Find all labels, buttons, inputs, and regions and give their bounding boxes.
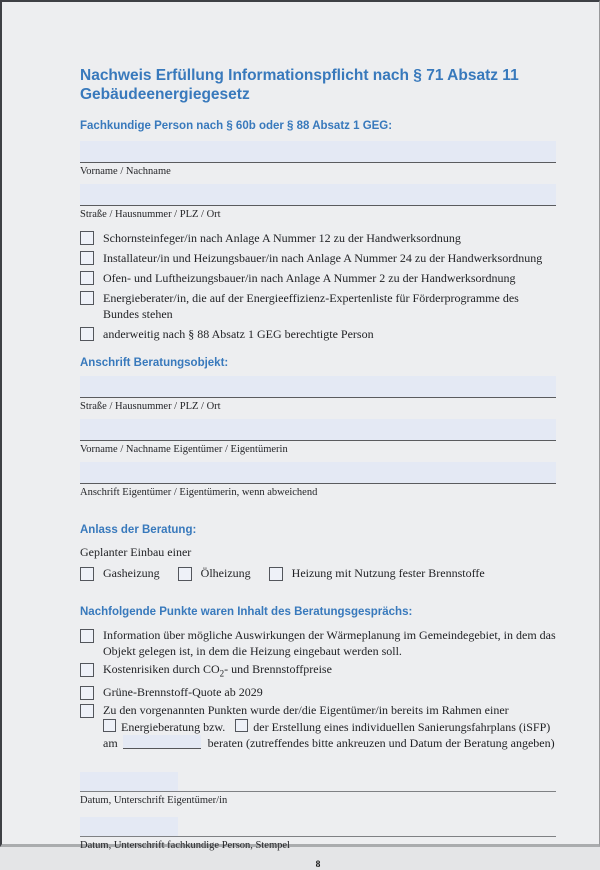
expert-signature-label: Datum, Unterschrift fachkundige Person, Stempel (80, 839, 290, 851)
field-owner-name (80, 419, 556, 456)
option-label: Heizung mit Nutzung fester Brennstoffe (291, 566, 485, 580)
option-label: Gasheizung (103, 566, 160, 580)
topics-options (80, 628, 556, 752)
advice-date-input[interactable] (123, 735, 201, 749)
isfp-label: der Erstellung eines individuellen Sanierungsfahrplans (iSFP) (253, 719, 551, 734)
option-oelheizung (178, 566, 251, 581)
expert-name-label: Vorname / Nachname (80, 166, 171, 177)
section-heading-topics: Nachfolgende Punkte waren Inhalt des Beratungsgesprächs: (80, 606, 413, 618)
checkbox-label: Grüne-Brennstoff-Quote ab 2029 (103, 684, 263, 699)
checkbox-row-ofenbauer (80, 270, 556, 286)
signature-line (80, 817, 556, 837)
ofenbauer-checkbox[interactable] (80, 271, 94, 285)
gasheizung-checkbox[interactable] (80, 567, 94, 581)
signature-owner (80, 772, 556, 807)
checkbox-label: Kostenrisiken durch $CO_2-$ und Brennstoffpreise (103, 662, 332, 679)
energieberatung-label: Energieberatung bzw. (121, 719, 226, 734)
form-content (2, 66, 599, 870)
field-expert-name (80, 141, 556, 178)
field-expert-address (80, 184, 556, 221)
checkbox-row-quote (80, 685, 556, 701)
advice-text (103, 703, 555, 752)
expert-signature-input[interactable] (80, 817, 178, 836)
option-label: Ölheizung (200, 566, 251, 580)
advice-checkbox[interactable] (80, 704, 94, 718)
reason-intro: Geplanter Einbau einer (80, 545, 192, 559)
field-owner-address (80, 462, 556, 499)
checkbox-label: Ofen- und Luftheizungsbauer/in nach Anlage A Nummer 2 zu der Handwerksordnung (103, 271, 516, 285)
checkbox-row-installateur (80, 250, 556, 266)
checkbox-label: Schornsteinfeger/in nach Anlage A Nummer 12 zu der Handwerksordnung (103, 231, 461, 245)
waermeplanung-checkbox[interactable] (80, 629, 94, 643)
section-heading-expert: Fachkundige Person nach § 60b oder § 88 Absatz 1 GEG: (80, 120, 393, 132)
expert-name-input[interactable] (80, 141, 556, 163)
object-address-label: Straße / Hausnummer / PLZ / Ort (80, 401, 221, 412)
field-object-address (80, 376, 556, 413)
feste-brennstoffe-checkbox[interactable] (269, 567, 283, 581)
schornsteinfeger-checkbox[interactable] (80, 231, 94, 245)
checkbox-row-advice (80, 703, 556, 752)
oelheizung-checkbox[interactable] (178, 567, 192, 581)
anderweitig-checkbox[interactable] (80, 327, 94, 341)
owner-signature-label: Datum, Unterschrift Eigentümer/in (80, 794, 228, 806)
page-title: Nachweis Erfüllung Informationspflicht nach § 71 Absatz 11 Gebäudeenergiegesetz (80, 67, 519, 103)
section-heading-reason: Anlass der Beratung: (80, 524, 197, 536)
energieberater-checkbox[interactable] (80, 291, 94, 305)
advice-line1: Zu den vorgenannten Punkten wurde der/die Eigentümer/in bereits im Rahmen einer (103, 703, 509, 718)
kostenrisiken-checkbox[interactable] (80, 663, 94, 677)
object-address-input[interactable] (80, 376, 556, 398)
option-feste-brennstoffe (269, 566, 485, 581)
owner-name-input[interactable] (80, 419, 556, 441)
advice-line3: beraten (zutreffendes bitte ankreuzen und Datum der Beratung angeben) (207, 736, 555, 751)
checkbox-row-anderweitig (80, 326, 556, 342)
heating-type-options (80, 566, 556, 581)
checkbox-label: Installateur/in und Heizungsbauer/in nach Anlage A Nummer 24 zu der Handwerksordnung (103, 251, 543, 265)
section-heading-object: Anschrift Beratungsobjekt: (80, 357, 229, 369)
expert-qualification-options (80, 230, 556, 342)
expert-address-label: Straße / Hausnummer / PLZ / Ort (80, 209, 221, 220)
expert-address-input[interactable] (80, 184, 556, 206)
energieberatung-checkbox[interactable] (103, 719, 116, 732)
checkbox-label: Energieberater/in, die auf der Energieeffizienz-Expertenliste für Förderprogramme des Bundes stehen (103, 291, 519, 321)
checkbox-row-energieberater (80, 290, 556, 322)
owner-address-input[interactable] (80, 462, 556, 484)
checkbox-label: anderweitig nach § 88 Absatz 1 GEG berechtigte Person (103, 327, 374, 341)
option-gasheizung (80, 566, 160, 581)
checkbox-row-kostenrisiken (80, 662, 556, 682)
owner-address-label: Anschrift Eigentümer / Eigentümerin, wenn abweichend (80, 487, 318, 498)
advice-date-prefix: am (103, 736, 118, 751)
checkbox-row-schornsteinfeger (80, 230, 556, 246)
brennstoff-quote-checkbox[interactable] (80, 686, 94, 700)
checkbox-row-waermeplanung (80, 628, 556, 659)
checkbox-label: Information über mögliche Auswirkungen der Wärmeplanung im Gemeindegebiet, in dem das Objekt gelegen ist, in dem die Heizung eingebaut werden soll. (103, 628, 556, 658)
signature-expert (80, 817, 556, 852)
owner-signature-input[interactable] (80, 772, 178, 791)
owner-name-label: Vorname / Nachname Eigentümer / Eigentümerin (80, 444, 288, 455)
installateur-checkbox[interactable] (80, 251, 94, 265)
isfp-checkbox[interactable] (235, 719, 248, 732)
signature-line (80, 772, 556, 792)
page-number: 8 (315, 859, 321, 870)
